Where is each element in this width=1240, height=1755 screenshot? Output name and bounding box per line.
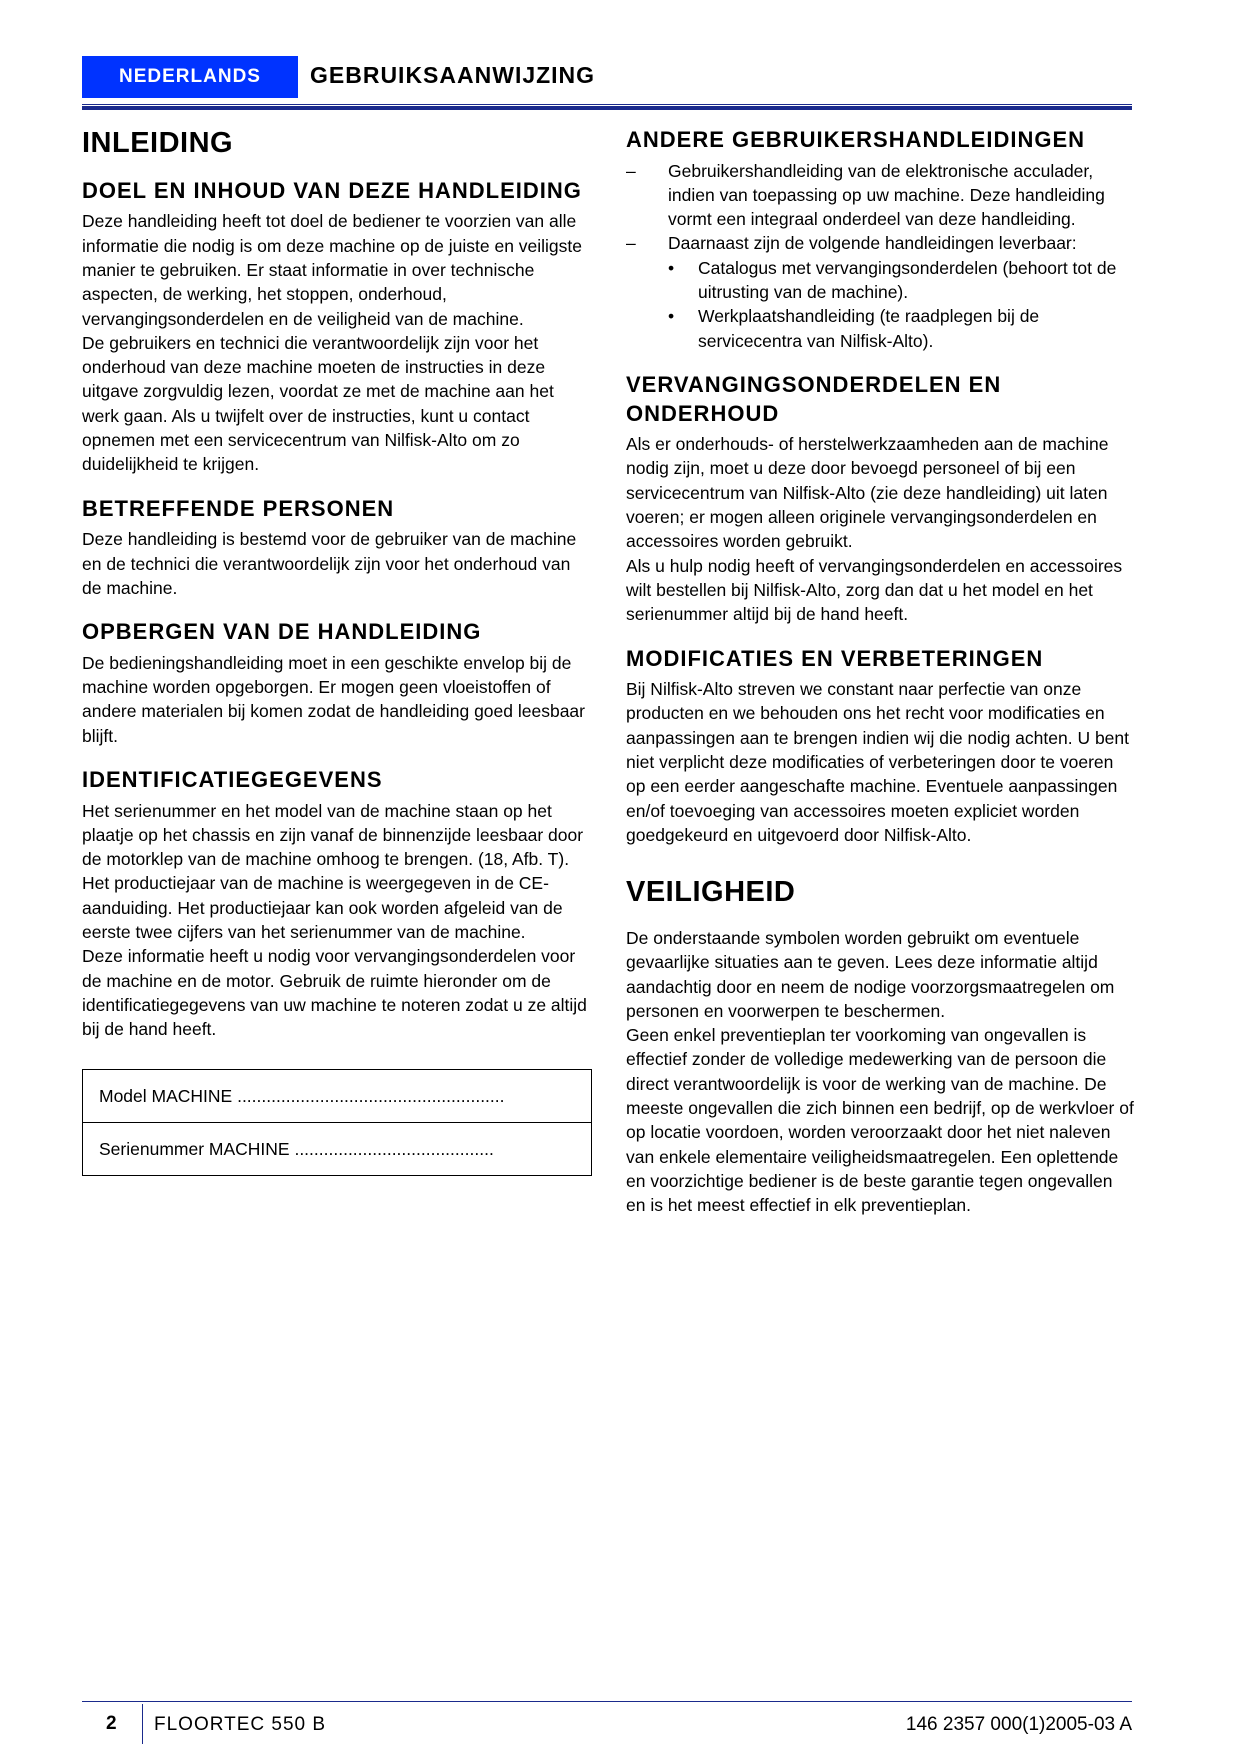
footer-model: FLOORTEC 550 B <box>154 1714 327 1735</box>
paragraph: Deze handleiding is bestemd voor de gebruiker van de machine en de technici die verantwoordelijk zijn voor het onderhoud van de machine. <box>82 529 577 598</box>
paragraph: Bij Nilfisk-Alto streven we constant naar perfectie van onze producten en we behouden ons het recht voor modificaties en aanpassingen aan te brengen indien wij die nodig achten. U bent niet verplicht deze modificaties of verbeteringen door te voeren op een eerder aangeschafte machine. Eventuele aanpassingen en/of toevoeging van accessoires moeten expliciet worden goedgekeurd en uitgevoerd door Nilfisk-Alto. <box>626 679 1130 845</box>
paragraph: Deze informatie heeft u nodig voor vervangingsonderdelen voor de machine en de motor. Gebruik de ruimte hieronder om de identificatiegegevens van uw machine te noteren zodat u ze altijd bij de hand heeft. <box>82 946 587 1040</box>
paragraph: Als er onderhouds- of herstelwerkzaamheden aan de machine nodig zijn, moet u deze door bevoegd personeel of bij een servicecentrum van Nilfisk-Alto (zie deze handleiding) uit laten voeren; er mogen alleen originele vervangingsonderdelen en accessoires worden gebruikt. <box>626 434 1109 552</box>
section-identificatie <box>82 766 592 1042</box>
section-vervanging <box>626 371 1134 627</box>
paragraph: Als u hulp nodig heeft of vervangingsonderdelen en accessoires wilt bestellen bij Nilfisk-Alto, zorg dan dat u het model en het serienummer altijd bij de hand heeft. <box>626 555 1123 625</box>
paragraph: Geen enkel preventieplan ter voorkoming van ongevallen is effectief zonder de volledige medewerking van de persoon die direct verantwoordelijk is voor de werking van de machine. De meeste ongevallen die zich binnen een bedrijf, op de werkvloer of op locatie voordoen, worden veroorzaakt door het niet naleven van enkele elementaire veiligheidsmaatregelen. Een oplettende en voorzichtige bediener is de beste garantie tegen ongevallen en is het meest effectief in elk preventieplan. <box>626 1025 1134 1216</box>
heading-modificaties: MODIFICATIES EN VERBETERINGEN <box>626 645 1044 671</box>
section-personen <box>82 495 592 600</box>
document-type-title: GEBRUIKSAANWIJZING <box>310 62 596 88</box>
language-tab: NEDERLANDS <box>82 56 298 98</box>
header-rule-thin <box>82 104 1132 105</box>
footer-document-code: 146 2357 000(1)2005-03 A <box>905 1714 1132 1735</box>
section-title-veiligheid: VEILIGHEID <box>626 876 796 909</box>
list-item-text: Gebruikershandleiding van de elektronische acculader, indien van toepassing op uw machine. Deze handleiding vormt een integraal onderdeel van deze handleiding. <box>668 160 1105 230</box>
footer-rule <box>82 1701 1132 1702</box>
heading-vervanging: VERVANGINGSONDERDELEN EN ONDERHOUD <box>626 371 1002 426</box>
heading-identificatie: IDENTIFICATIEGEGEVENS <box>82 766 383 792</box>
bullet-mark: • <box>668 306 675 327</box>
paragraph: De bedieningshandleiding moet in een geschikte envelop bij de machine worden opgeborgen. Er mogen geen vloeistoffen of andere materialen bij komen zodat de handleiding goed leesbaar blijft. <box>82 652 585 746</box>
left-column <box>82 126 592 1176</box>
bullet-mark: • <box>668 257 675 278</box>
section-andere-handleidingen <box>626 126 1134 353</box>
section-doel <box>82 177 592 477</box>
serial-field: Serienummer MACHINE ......................................... <box>83 1122 591 1175</box>
section-modificaties <box>626 645 1134 848</box>
heading-andere: ANDERE GEBRUIKERSHANDLEIDINGEN <box>626 127 1086 152</box>
heading-opbergen: OPBERGEN VAN DE HANDLEIDING <box>82 619 482 645</box>
list-item-text: Catalogus met vervangingsonderdelen (behoort tot de uitrusting van de machine). <box>698 257 1117 303</box>
section-opbergen <box>82 618 592 748</box>
paragraph: De gebruikers en technici die verantwoordelijk zijn voor het onderhoud van deze machine moeten de instructies in deze uitgave zorgvuldig lezen, voordat ze met de machine aan het werk gaan. Als u twijfelt over de instructies, kunt u contact opnemen met een servicecentrum van Nilfisk-Alto om zo duidelijkheid te krijgen. <box>82 332 554 475</box>
paragraph: De onderstaande symbolen worden gebruikt om eventuele gevaarlijke situaties aan te geven. Lees deze informatie altijd aandachtig door en neem de nodige voorzorgsmaatregelen om personen en voorwerpen te beschermen. <box>626 928 1115 1021</box>
sub-list-item <box>626 304 1134 353</box>
sub-list-item <box>626 256 1134 305</box>
paragraph: Deze handleiding heeft tot doel de bediener te voorzien van alle informatie die nodig is om deze machine op de juiste en veiligste manier te gebruiken. Er staat informatie in over technische aspecten, de werking, het stoppen, onderhoud, vervangingsonderdelen en de veiligheid van de machine. <box>82 211 583 329</box>
section-veiligheid <box>626 875 1134 1217</box>
heading-doel: DOEL EN INHOUD VAN DEZE HANDLEIDING <box>82 177 582 203</box>
right-column <box>626 126 1134 1218</box>
page-number: 2 <box>106 1713 117 1734</box>
paragraph: Het productiejaar van de machine is weergegeven in de CE-aanduiding. Het productiejaar kan ook worden afgeleid van de eerste twee cijfers van het serienummer van de machine. <box>82 873 563 942</box>
dash-mark: – <box>626 233 636 254</box>
header-rule-thick <box>82 106 1132 110</box>
dash-mark: – <box>626 160 636 181</box>
heading-personen: BETREFFENDE PERSONEN <box>82 495 395 521</box>
footer-separator <box>142 1704 143 1744</box>
identification-box <box>82 1069 592 1176</box>
list-item <box>626 231 1134 255</box>
list-item-text: Daarnaast zijn de volgende handleidingen leverbaar: <box>668 233 1077 254</box>
section-title-inleiding: INLEIDING <box>82 127 234 159</box>
paragraph: Het serienummer en het model van de machine staan op het plaatje op het chassis en zijn vanaf de binnenzijde leesbaar door de motorklep van de machine omhoog te brengen. (18, Afb. T). <box>82 800 584 870</box>
model-field: Model MACHINE ....................................................... <box>99 1085 505 1106</box>
list-item-text: Werkplaatshandleiding (te raadplegen bij de servicecentra van Nilfisk-Alto). <box>698 306 1040 351</box>
list-item <box>626 159 1134 232</box>
